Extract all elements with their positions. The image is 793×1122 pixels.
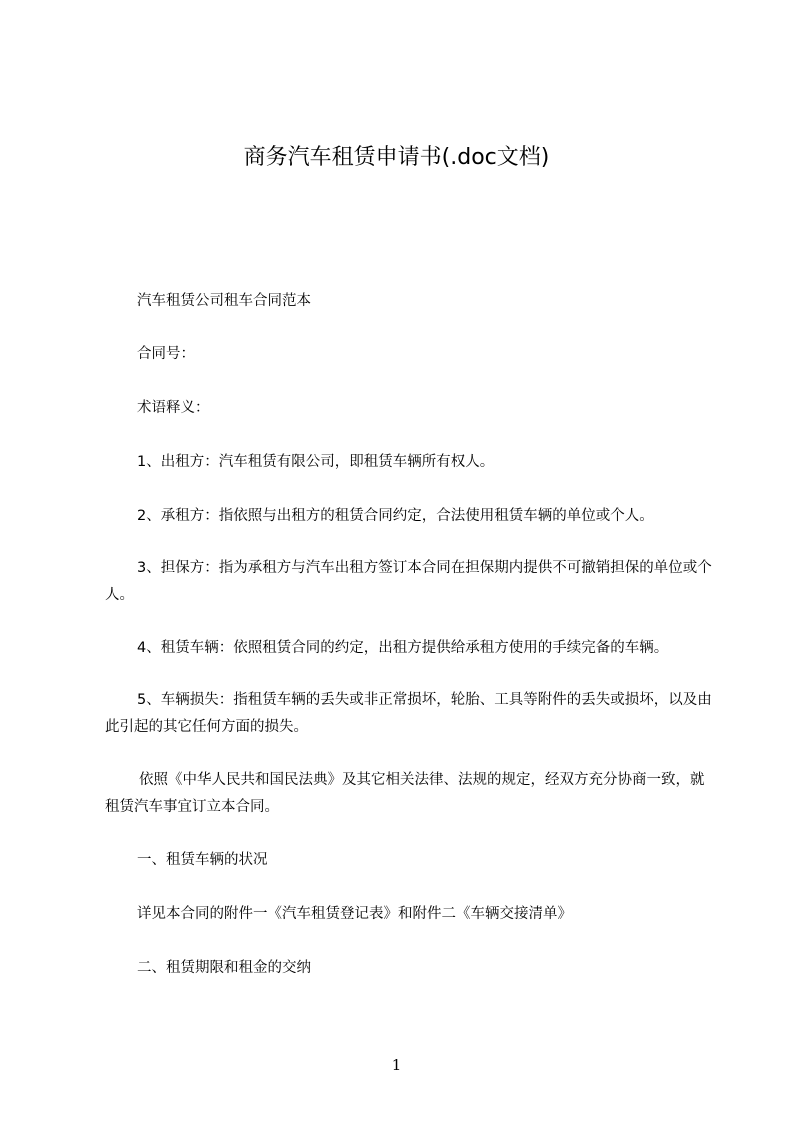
- paragraph-term-2: 2、承租方：指依照与出租方的租赁合同约定，合法使用租赁车辆的单位或个人。: [137, 508, 654, 524]
- paragraph-term-5: 5、车辆损失：指租赁车辆的丢失或非正常损坏，轮胎、工具等附件的丢失或损坏，以及由此引起的其它任何方面的损失。: [105, 692, 712, 735]
- page-number: 1: [391, 1056, 402, 1074]
- paragraph-term-3: 3、担保方：指为承租方与汽车出租方签订本合同在担保期内提供不可撤销担保的单位或个人。: [105, 560, 712, 603]
- paragraph-term-1: 1、出租方：汽车租赁有限公司，即租赁车辆所有权人。: [137, 454, 495, 470]
- document-title: 商务汽车租赁申请书(.doc文档): [243, 145, 550, 170]
- section-heading-lease-term-rent: 二、租赁期限和租金的交纳: [137, 960, 311, 976]
- paragraph-term-4: 4、租赁车辆：依照租赁合同的约定，出租方提供给承租方使用的手续完备的车辆。: [137, 640, 669, 656]
- paragraph-contract-number: 合同号：: [137, 346, 195, 362]
- paragraph-attachments-reference: 详见本合同的附件一《汽车租赁登记表》和附件二《车辆交接清单》: [137, 906, 572, 922]
- paragraph-terms-heading: 术语释义：: [137, 400, 210, 416]
- paragraph-contract-template-heading: 汽车租赁公司租车合同范本: [137, 293, 311, 309]
- section-heading-vehicle-condition: 一、租赁车辆的状况: [137, 852, 268, 868]
- paragraph-basis-statement: 依照《中华人民共和国民法典》及其它相关法律、法规的规定，经双方充分协商一致，就租赁汽车事宜订立本合同。: [105, 772, 705, 815]
